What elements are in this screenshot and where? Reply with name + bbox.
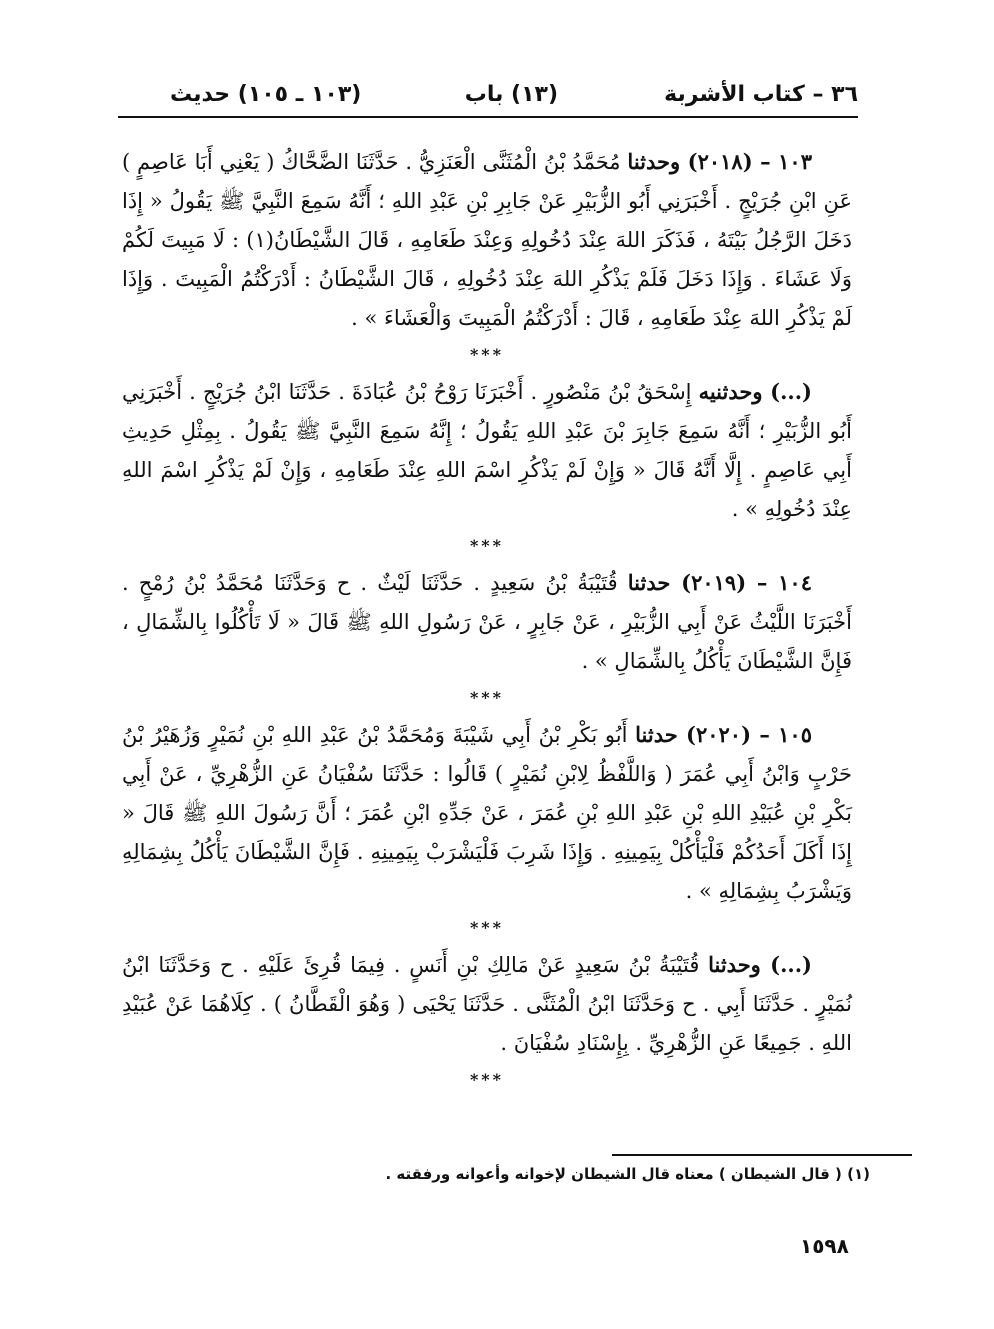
hadith-paragraph bbox=[122, 563, 852, 681]
hadith-lead: ١٠٥ – (٢٠٢٠) حدثنا bbox=[635, 722, 812, 747]
header-chapter: (١٣) باب bbox=[464, 82, 558, 107]
section-separator: *** bbox=[469, 345, 505, 364]
page-number: ١٥٩٨ bbox=[800, 1234, 849, 1258]
header-book-title: ٣٦ – كتاب الأشربة bbox=[664, 82, 858, 107]
hadith-lead: ١٠٤ – (٢٠١٩) حدثنا bbox=[627, 570, 812, 595]
header-rule bbox=[118, 116, 858, 118]
section-separator: *** bbox=[469, 688, 505, 707]
footnote-rule bbox=[612, 1154, 912, 1156]
hadith-paragraph bbox=[122, 945, 852, 1063]
hadith-paragraph bbox=[122, 142, 852, 338]
hadith-text-body bbox=[122, 142, 852, 1097]
hadith-lead: ١٠٣ – (٢٠١٨) وحدثنا bbox=[627, 149, 812, 174]
hadith-text: إِسْحَقُ بْنُ مَنْصُورٍ . أَخْبَرَنَا رَوْحُ بْنُ عُبَادَةَ . حَدَّثَنَا ابْنُ جُرَيْجٍ . أَخْبَرَنِي أَبُو الزُّبَيْرِ ؛ أَنَّهُ سَمِعَ جَابِرَ بْنَ عَبْدِ اللهِ يَقُولُ ؛ إِنَّهُ سَمِعَ النَّبِيَّ ﷺ يَقُولُ . بِمِثْلِ حَدِيثِ أَبِي عَاصِمٍ . إِلَّا أَنَّهُ قَالَ « وَإِنْ لَمْ يَذْكُرِ اسْمَ اللهِ عِنْدَ طَعَامِهِ ، وَإِنْ لَمْ يَذْكُرِ اسْمَ اللهِ عِنْدَ دُخُولِهِ » . bbox=[122, 380, 852, 521]
hadith-text: أَبُو بَكْرِ بْنُ أَبِي شَيْبَةَ وَمُحَمَّدُ بْنُ عَبْدِ اللهِ بْنِ نُمَيْرٍ وَزُهَيْرُ بْنُ حَرْبٍ وَابْنُ أَبِي عُمَرَ ( وَاللَّفْظُ لِابْنِ نُمَيْرٍ ) قَالُوا : حَدَّثَنَا سُفْيَانُ عَنِ الزُّهْرِيِّ ، عَنْ أَبِي بَكْرِ بْنِ عُبَيْدِ اللهِ بْنِ عَبْدِ اللهِ بْنِ عُمَرَ ، عَنْ جَدِّهِ ابْنِ عُمَرَ ؛ أَنَّ رَسُولَ اللهِ ﷺ قَالَ « إِذَا أَكَلَ أَحَدُكُمْ فَلْيَأْكُلْ بِيَمِينِهِ . وَإِذَا شَرِبَ فَلْيَشْرَبْ بِيَمِينِهِ . فَإِنَّ الشَّيْطَانَ يَأْكُلُ بِشِمَالِهِ وَيَشْرَبُ بِشِمَالِهِ » . bbox=[122, 723, 852, 903]
section-separator: *** bbox=[469, 536, 505, 555]
header-hadith-range: (١٠٣ ـ ١٠٥) حديث bbox=[170, 82, 362, 107]
footnote: (١) ( قال الشيطان ) معناه قال الشيطان لإخوانه وأعوانه ورفقته . bbox=[385, 1165, 870, 1183]
hadith-paragraph bbox=[122, 715, 852, 911]
section-separator: *** bbox=[469, 1070, 505, 1089]
hadith-lead: (...) وحدثنا bbox=[708, 952, 812, 977]
running-header bbox=[118, 78, 858, 114]
hadith-text: قُتَيْبَةُ بْنُ سَعِيدٍ . حَدَّثَنَا لَيْثٌ . ح وَحَدَّثَنَا مُحَمَّدُ بْنُ رُمْحٍ . أَخْبَرَنَا اللَّيْثُ عَنْ أَبِي الزُّبَيْرِ ، عَنْ جَابِرٍ ، عَنْ رَسُولِ اللهِ ﷺ قَالَ « لَا تَأْكُلُوا بِالشِّمَالِ ، فَإِنَّ الشَّيْطَانَ يَأْكُلُ بِالشِّمَالِ » . bbox=[122, 571, 852, 673]
hadith-lead: (...) وحدثنيه bbox=[698, 379, 812, 404]
hadith-text: مُحَمَّدُ بْنُ الْمُثَنَّى الْعَنَزِيُّ . حَدَّثَنَا الضَّحَّاكُ ( يَعْنِي أَبَا عَاصِمٍ ) عَنِ ابْنِ جُرَيْجٍ . أَخْبَرَنِي أَبُو الزُّبَيْرِ عَنْ جَابِرِ بْنِ عَبْدِ اللهِ ؛ أَنَّهُ سَمِعَ النَّبِيَّ ﷺ يَقُولُ « إِذَا دَخَلَ الرَّجُلُ بَيْتَهُ ، فَذَكَرَ اللهَ عِنْدَ دُخُولِهِ وَعِنْدَ طَعَامِهِ ، قَالَ الشَّيْطَانُ(١) : لَا مَبِيتَ لَكُمْ وَلَا عَشَاءَ . وَإِذَا دَخَلَ فَلَمْ يَذْكُرِ اللهَ عِنْدَ دُخُولِهِ ، قَالَ الشَّيْطَانُ : أَدْرَكْتُمُ الْمَبِيتَ . وَإِذَا لَمْ يَذْكُرِ اللهَ عِنْدَ طَعَامِهِ ، قَالَ : أَدْرَكْتُمُ الْمَبِيتَ وَالْعَشَاءَ » . bbox=[122, 150, 852, 330]
hadith-text: قُتَيْبَةُ بْنُ سَعِيدٍ عَنْ مَالِكِ بْنِ أَنَسٍ . فِيمَا قُرِئَ عَلَيْهِ . ح وَحَدَّثَنَا ابْنُ نُمَيْرٍ . حَدَّثَنَا أَبِي . ح وَحَدَّثَنَا ابْنُ الْمُثَنَّى . حَدَّثَنَا يَحْيَى ( وَهُوَ الْقَطَّانُ ) . كِلَاهُمَا عَنْ عُبَيْدِ اللهِ . جَمِيعًا عَنِ الزُّهْرِيِّ . بِإِسْنَادِ سُفْيَانَ . bbox=[122, 953, 852, 1055]
section-separator: *** bbox=[469, 918, 505, 937]
hadith-paragraph bbox=[122, 372, 852, 529]
